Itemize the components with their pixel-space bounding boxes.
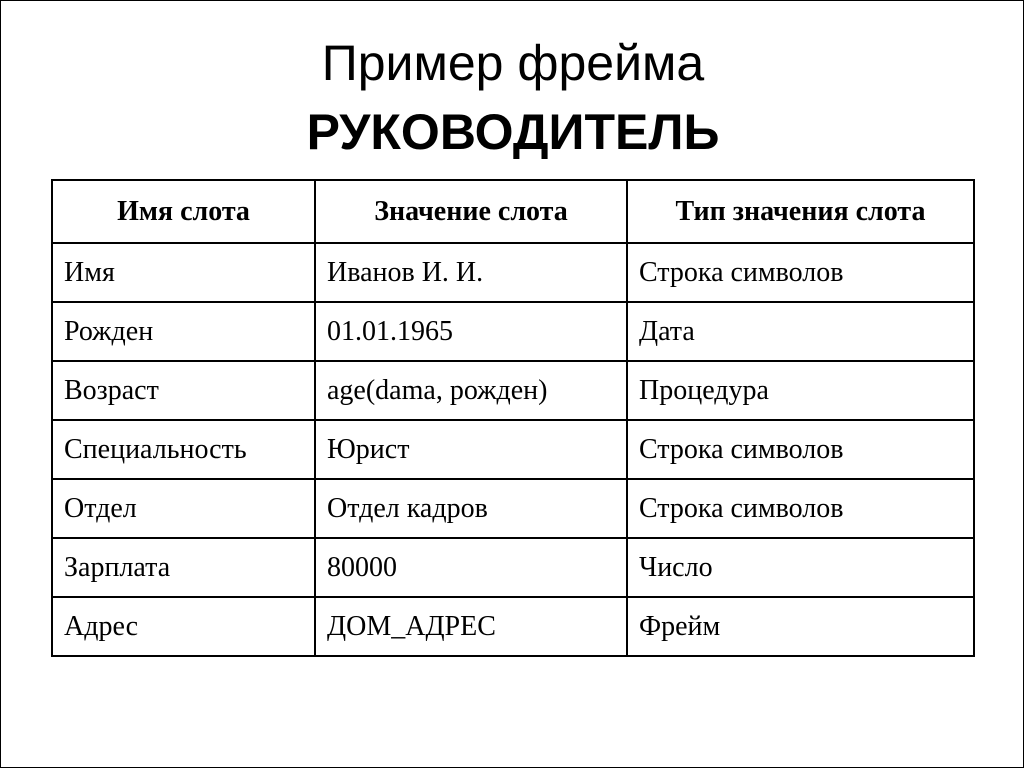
cell-slot-type: Число xyxy=(627,538,974,597)
cell-slot-name: Зарплата xyxy=(52,538,315,597)
cell-slot-name: Специальность xyxy=(52,420,315,479)
cell-slot-type: Строка символов xyxy=(627,479,974,538)
cell-slot-name: Рожден xyxy=(52,302,315,361)
cell-slot-value: Юрист xyxy=(315,420,627,479)
frame-table xyxy=(51,179,975,657)
cell-slot-type: Строка символов xyxy=(627,420,974,479)
slide-title: Пример фрейма xyxy=(321,35,705,91)
cell-slot-value: 01.01.1965 xyxy=(315,302,627,361)
cell-slot-value: 80000 xyxy=(315,538,627,597)
table-row xyxy=(52,420,974,479)
cell-slot-value: Отдел кадров xyxy=(315,479,627,538)
cell-slot-name: Адрес xyxy=(52,597,315,656)
table-row xyxy=(52,302,974,361)
table-row xyxy=(52,243,974,302)
cell-slot-name: Возраст xyxy=(52,361,315,420)
cell-slot-type: Процедура xyxy=(627,361,974,420)
cell-slot-type: Строка символов xyxy=(627,243,974,302)
table-header-row xyxy=(52,180,974,243)
cell-slot-name: Отдел xyxy=(52,479,315,538)
cell-slot-value: Иванов И. И. xyxy=(315,243,627,302)
header-slot-name: Имя слота xyxy=(52,180,315,243)
cell-slot-value: age(dama, рожден) xyxy=(315,361,627,420)
cell-slot-type: Дата xyxy=(627,302,974,361)
table-row xyxy=(52,597,974,656)
cell-slot-value: ДОМ_АДРЕС xyxy=(315,597,627,656)
cell-slot-type: Фрейм xyxy=(627,597,974,656)
table-row xyxy=(52,538,974,597)
header-slot-type: Тип значения слота xyxy=(627,180,974,243)
slide-subtitle: РУКОВОДИТЕЛЬ xyxy=(306,104,720,160)
table-row xyxy=(52,361,974,420)
header-slot-value: Значение слота xyxy=(315,180,627,243)
table-row xyxy=(52,479,974,538)
cell-slot-name: Имя xyxy=(52,243,315,302)
